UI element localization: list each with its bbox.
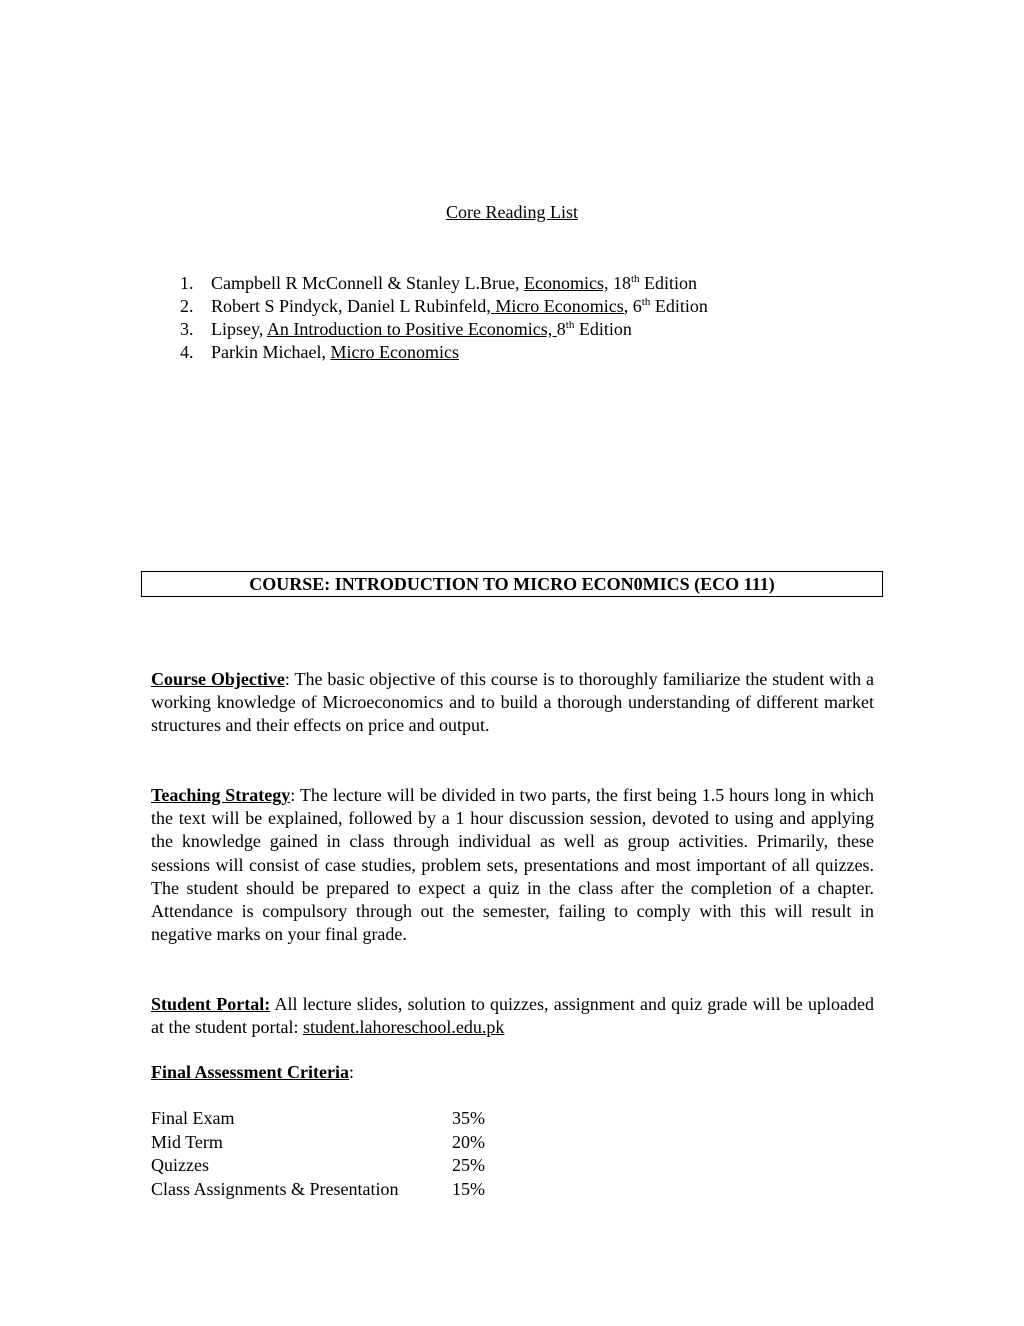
list-item bbox=[180, 318, 708, 341]
reading-list bbox=[180, 272, 708, 364]
course-title-box bbox=[141, 571, 883, 597]
edition-sup: th bbox=[641, 296, 651, 308]
list-number: 3. bbox=[180, 319, 194, 339]
edition-sup: th bbox=[630, 273, 640, 285]
book-title: Micro Economics bbox=[330, 342, 459, 362]
assessment-label: Mid Term bbox=[151, 1131, 223, 1152]
edition-number: 8 bbox=[556, 319, 566, 339]
assessment-heading: Final Assessment Criteria bbox=[151, 1062, 349, 1082]
book-author: Parkin Michael, bbox=[211, 342, 331, 362]
list-item bbox=[180, 295, 708, 318]
edition-number: 18 bbox=[608, 273, 631, 293]
table-row bbox=[151, 1154, 485, 1178]
course-title: COURSE: INTRODUCTION TO MICRO ECON0MICS (ECO 111) bbox=[249, 574, 775, 594]
book-title: , Micro Economics bbox=[486, 296, 624, 316]
edition-number: , 6 bbox=[623, 296, 642, 316]
assessment-table bbox=[151, 1107, 485, 1201]
edition-sup: th bbox=[565, 319, 575, 331]
book-author: Lipsey, bbox=[211, 319, 267, 339]
assessment-heading-colon: : bbox=[348, 1062, 354, 1082]
student-portal-paragraph bbox=[151, 993, 874, 1039]
course-objective-paragraph bbox=[151, 668, 874, 738]
table-row bbox=[151, 1107, 485, 1131]
table-row bbox=[151, 1178, 485, 1202]
course-objective-heading: Course Objective bbox=[151, 669, 285, 689]
book-title: An Introduction to Positive Economics, bbox=[266, 319, 557, 339]
student-portal-text: All lecture slides, solution to quizzes, assignment and quiz grade will be uploaded at the student portal: bbox=[151, 994, 874, 1038]
edition-suffix: Edition bbox=[650, 296, 708, 316]
assessment-label: Final Exam bbox=[151, 1108, 235, 1128]
book-author: Robert S Pindyck, Daniel L Rubinfeld bbox=[211, 296, 487, 316]
list-item bbox=[180, 272, 708, 295]
table-row bbox=[151, 1131, 485, 1155]
edition-suffix: Edition bbox=[639, 273, 698, 293]
list-number: 2. bbox=[180, 296, 194, 316]
teaching-strategy-text: : The lecture will be divided in two parts, the first being 1.5 hours long in which the text will be explained, followed by a 1 hour discussion session, devoted to using and applying the knowledge gained in class through individual as well as group activities. Primarily, these sessions will consist of case studies, problem sets, presentations and most important of all quizzes. The student should be prepared to expect a quiz in the class after the completion of a chapter. Attendance is compulsory through out the semester, failing to comply with this will result in negative marks on your final grade. bbox=[151, 785, 874, 945]
assessment-value: 15% bbox=[452, 1178, 485, 1199]
student-portal-link[interactable]: student.lahoreschool.edu.pk bbox=[302, 1017, 505, 1038]
edition-suffix: Edition bbox=[574, 319, 632, 339]
assessment-heading-line bbox=[151, 1062, 354, 1083]
assessment-label: Quizzes bbox=[151, 1155, 209, 1175]
book-author: Campbell R McConnell & Stanley L.Brue, bbox=[211, 273, 524, 293]
course-objective-text: : The basic objective of this course is to thoroughly familiarize the student with a working knowledge of Microeconomics and to build a thorough understanding of different market structures and their effects on price and output. bbox=[151, 669, 874, 736]
teaching-strategy-paragraph bbox=[151, 784, 874, 946]
teaching-strategy-heading: Teaching Strategy bbox=[151, 785, 291, 805]
list-number: 1. bbox=[180, 273, 194, 293]
reading-list-title: Core Reading List bbox=[446, 202, 578, 222]
book-title: Economics, bbox=[523, 273, 609, 293]
assessment-label: Class Assignments & Presentation bbox=[151, 1178, 399, 1199]
list-item bbox=[180, 341, 708, 364]
assessment-value: 35% bbox=[452, 1108, 485, 1128]
list-number: 4. bbox=[180, 342, 194, 362]
assessment-value: 20% bbox=[452, 1131, 485, 1152]
student-portal-heading: Student Portal: bbox=[151, 994, 271, 1014]
assessment-value: 25% bbox=[452, 1155, 485, 1175]
